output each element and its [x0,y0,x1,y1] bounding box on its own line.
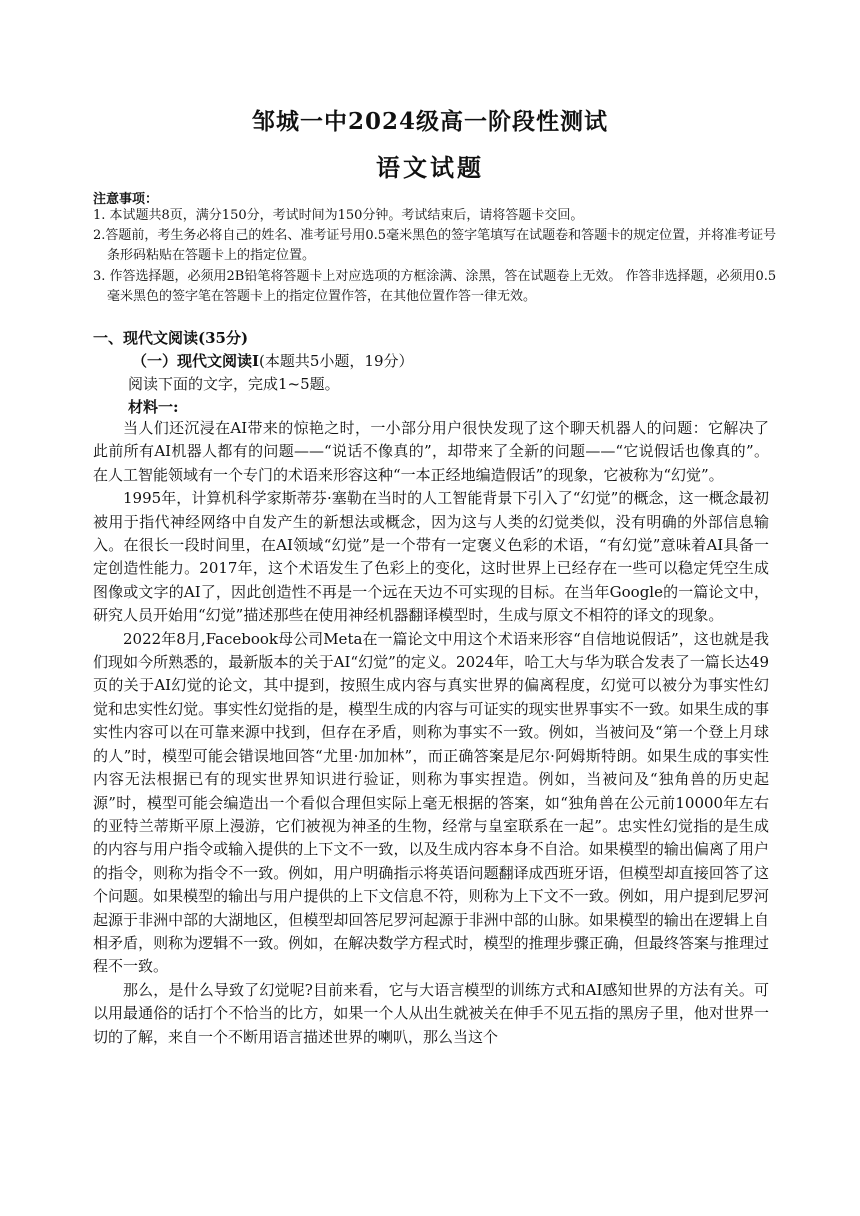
paragraph: 那么，是什么导致了幻觉呢?目前来看，它与大语言模型的训练方式和AI感知世界的方法有关。可以用最通俗的话打个不恰当的比方，如果一个人从出生就被关在伸手不见五指的黑房子里，他对世界一切的了解，来自一个不断用语言描述世界的喇叭，那么当这个 [93,980,769,1046]
exam-subtitle: 语文试题 [376,153,484,182]
exam-title: 邹城一中2024级高一阶段性测试 [251,108,608,135]
section-title: 一、现代文阅读(35分) [93,329,249,347]
paragraph: 1995年，计算机科学家斯蒂芬·塞勒在当时的人工智能背景下引入了“幻觉”的概念，这一概念最初被用于指代神经网络中自发产生的新想法或概念，因为这与人类的幻觉类似，没有明确的外部信息输入。在很长一段时间里，在AI领域“幻觉”是一个带有一定褒义色彩的术语，“有幻觉”意味着AI具备一定创造性能力。2017年，这个术语发生了色彩上的变化，这时世界上已经存在一些可以稳定凭空生成图像或文字的AI了，因此创造性不再是一个远在天边不可实现的目标。在当年Google的一篇论文中，研究人员开始用“幻觉”描述那些在使用神经机器翻译模型时，生成与原文不相符的译文的现象。 [93,489,769,625]
notes-heading: 注意事项： [93,192,159,207]
paragraph: 2022年8月,Facebook母公司Meta在一篇论文中用这个术语来形容“自信地说假话”，这也就是我们现如今所熟悉的，最新版本的关于AI“幻觉”的定义。2024年，哈工大与华为联合发表了一篇长达49页的关于AI幻觉的论文，其中提到，按照生成内容与真实世界的偏离程度，幻觉可以被分为事实性幻觉和忠实性幻觉。事实性幻觉指的是，模型生成的内容与可证实的现实世界事实不一致。如果生成的事实性内容可以在可靠来源中找到，但存在矛盾，则称为事实不一致。例如，当被问及“第一个登上月球的人”时，模型可能会错误地回答“尤里·加加林”，而正确答案是尼尔·阿姆斯特朗。如果生成的事实性内容无法根据已有的现实世界知识进行验证，则称为事实捏造。例如，当被问及“独角兽的历史起源”时，模型可能会编造出一个看似合理但实际上毫无根据的答案，如“独角兽在公元前10000年左右的亚特兰蒂斯平原上漫游，它们被视为神圣的生物，经常与皇室联系在一起”。忠实性幻觉指的是生成的内容与用户指令或输入提供的上下文不一致，以及生成内容本身不自洽。如果模型的输出偏离了用户的指令，则称为指令不一致。例如，用户明确指示将英语问题翻译成西班牙语，但模型却直接回答了这个问题。如果模型的输出与用户提供的上下文信息不符，则称为上下文不一致。例如，用户提到尼罗河起源于非洲中部的大湖地区，但模型却回答尼罗河起源于非洲中部的山脉。如果模型的输出在逻辑上自相矛盾，则称为逻辑不一致。例如，在解决数学方程式时，模型的推理步骤正确，但最终答案与推理过程不一致。 [93,629,769,976]
subsection-label: （一）现代文阅读Ⅰ [132,352,260,370]
note-item-1: 1. 本试题共8页，满分150分，考试时间为150分钟。考试结束后，请将答题卡交回。 [93,208,584,223]
subsection-note: (本题共5小题，19分） [259,352,414,370]
subsection-title [132,350,414,371]
paragraph: 当人们还沉浸在AI带来的惊艳之时，一小部分用户很快发现了这个聊天机器人的问题：它解决了此前所有AI机器人都有的问题——“说话不像真的”，却带来了全新的问题——“它说假话也像真的”。在人工智能领域有一个专门的术语来形容这种“一本正经地编造假话”的现象，它被称为“幻觉”。 [93,419,769,484]
article-body [93,417,769,1049]
note-item-3: 3. 作答选择题，必须用2B铅笔将答题卡上对应选项的方框涂满、涂黑，答在试题卷上无效。 作答非选择题，必须用0.5毫米黑色的签字笔在答题卡上的指定位置作答，在其他位置作答一律无效。 [93,269,777,304]
material-label: 材料一: [128,398,179,416]
reading-instruction: 阅读下面的文字，完成1~5题。 [128,375,340,393]
note-item-2: 2.答题前，考生务必将自己的姓名、准考证号用0.5毫米黑色的签字笔填写在试题卷和答题卡的规定位置，并将准考证号条形码粘贴在答题卡上的指定位置。 [93,228,777,263]
